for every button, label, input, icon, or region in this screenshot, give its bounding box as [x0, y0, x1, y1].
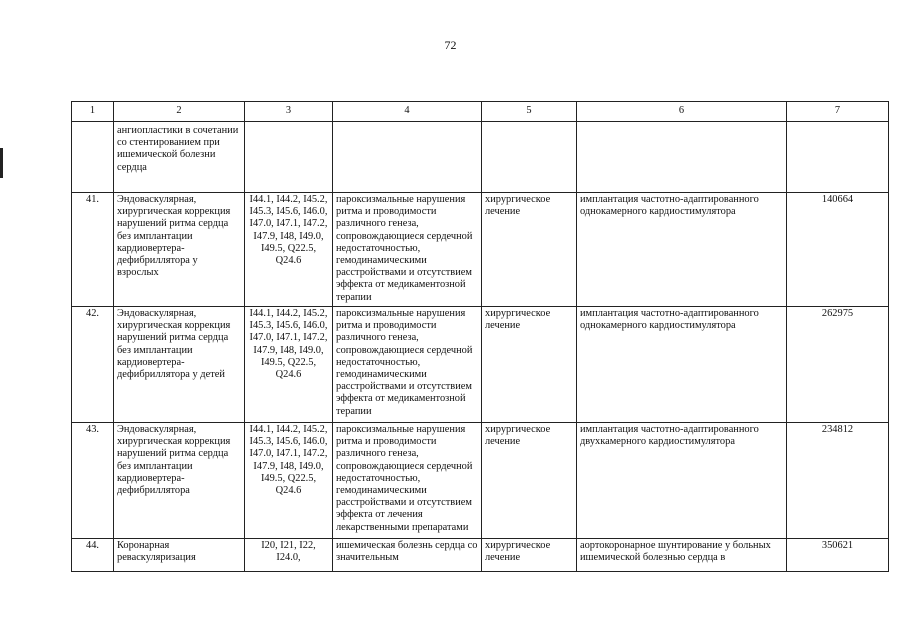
cell-method: имплантация частотно-адаптированного двухкамерного кардиостимулятора: [577, 423, 787, 539]
scan-edge-mark: [0, 148, 3, 178]
table-row: [72, 423, 889, 539]
cell-method: аортокоронарное шунтирование у больных ишемической болезнью сердца в: [577, 539, 787, 572]
column-header-1: 1: [72, 102, 114, 122]
cell-treatment: [482, 122, 577, 193]
cell-num: 43.: [72, 423, 114, 539]
column-number-header-row: [72, 102, 889, 122]
services-table: [71, 101, 889, 572]
column-header-5: 5: [482, 102, 577, 122]
column-header-2: 2: [114, 102, 245, 122]
cell-name: Эндоваскулярная, хирургическая коррекция нарушений ритма сердца без имплантации кардиовертера-дефибриллятора у взрослых: [114, 193, 245, 307]
cell-price: [787, 122, 889, 193]
cell-condition: пароксизмальные нарушения ритма и проводимости различного генеза, сопровождающиеся сердечной недостаточностью, гемодинамическими расстройствами и отсутствием эффекта от медикаментозной терапии: [333, 307, 482, 423]
cell-price: 350621: [787, 539, 889, 572]
cell-treatment: хирургическое лечение: [482, 307, 577, 423]
cell-num: 42.: [72, 307, 114, 423]
cell-treatment: хирургическое лечение: [482, 539, 577, 572]
cell-codes: [245, 122, 333, 193]
cell-condition: пароксизмальные нарушения ритма и проводимости различного генеза, сопровождающиеся сердечной недостаточностью, гемодинамическими расстройствами и отсутствием эффекта от медикаментозной терапии: [333, 193, 482, 307]
cell-name: Эндоваскулярная, хирургическая коррекция нарушений ритма сердца без имплантации кардиовертера-дефибриллятора: [114, 423, 245, 539]
cell-method: [577, 122, 787, 193]
column-header-6: 6: [577, 102, 787, 122]
page-number: 72: [444, 38, 457, 52]
cell-treatment: хирургическое лечение: [482, 423, 577, 539]
cell-codes: I44.1, I44.2, I45.2, I45.3, I45.6, I46.0, I47.0, I47.1, I47.2, I47.9, I48, I49.0, I49.5, Q22.5, Q24.6: [245, 193, 333, 307]
cell-method: имплантация частотно-адаптированного однокамерного кардиостимулятора: [577, 193, 787, 307]
table-row: [72, 307, 889, 423]
cell-num: 44.: [72, 539, 114, 572]
cell-num: [72, 122, 114, 193]
cell-condition: пароксизмальные нарушения ритма и проводимости различного генеза, сопровождающиеся сердечной недостаточностью, гемодинамическими расстройствами и отсутствием эффекта от лечения лекарственными препаратами: [333, 423, 482, 539]
cell-condition: ишемическая болезнь сердца со значительным: [333, 539, 482, 572]
cell-name: ангиопластики в сочетании со стентированием при ишемической болезни сердца: [114, 122, 245, 193]
cell-price: 140664: [787, 193, 889, 307]
cell-price: 234812: [787, 423, 889, 539]
column-header-3: 3: [245, 102, 333, 122]
cell-name: Эндоваскулярная, хирургическая коррекция нарушений ритма сердца без имплантации кардиовертера-дефибриллятора у детей: [114, 307, 245, 423]
cell-method: имплантация частотно-адаптированного однокамерного кардиостимулятора: [577, 307, 787, 423]
table-row-continuation: [72, 122, 889, 193]
cell-codes: I20, I21, I22, I24.0,: [245, 539, 333, 572]
cell-condition: [333, 122, 482, 193]
cell-name: Коронарная реваскуляризация: [114, 539, 245, 572]
column-header-4: 4: [333, 102, 482, 122]
cell-codes: I44.1, I44.2, I45.2, I45.3, I45.6, I46.0, I47.0, I47.1, I47.2, I47.9, I48, I49.0, I49.5, Q22.5, Q24.6: [245, 307, 333, 423]
cell-treatment: хирургическое лечение: [482, 193, 577, 307]
table-row: [72, 539, 889, 572]
cell-price: 262975: [787, 307, 889, 423]
cell-codes: I44.1, I44.2, I45.2, I45.3, I45.6, I46.0, I47.0, I47.1, I47.2, I47.9, I48, I49.0, I49.5, Q22.5, Q24.6: [245, 423, 333, 539]
column-header-7: 7: [787, 102, 889, 122]
cell-num: 41.: [72, 193, 114, 307]
table-row: [72, 193, 889, 307]
